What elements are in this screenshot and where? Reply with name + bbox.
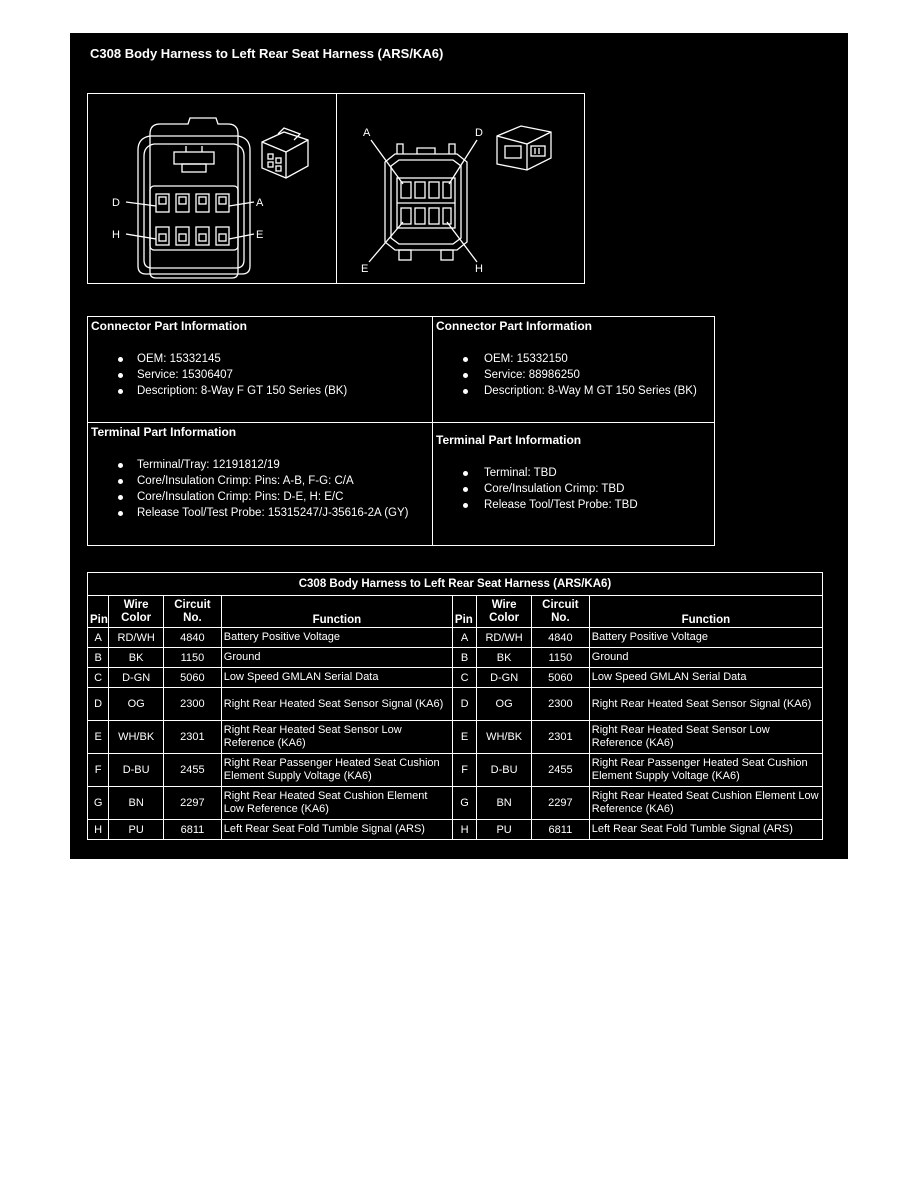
cell-wire-color: BN	[477, 787, 532, 820]
part-information-table	[87, 316, 715, 546]
list-item: Terminal: TBD	[436, 465, 711, 481]
cell-pin: G	[88, 787, 109, 820]
cell-function: Right Rear Heated Seat Sensor Signal (KA6)	[589, 688, 822, 721]
cell-circuit: 2301	[531, 721, 589, 754]
cell-pin: A	[452, 628, 476, 648]
callout-e: E	[256, 229, 264, 241]
cell-pin: B	[88, 648, 109, 668]
cell-pin: H	[88, 820, 109, 840]
section-heading: Terminal Part Information	[91, 425, 237, 439]
table-header-row	[88, 596, 823, 628]
cell-function: Low Speed GMLAN Serial Data	[221, 668, 452, 688]
cell-pin: A	[88, 628, 109, 648]
callout-d: D	[475, 127, 483, 139]
cell-function: Low Speed GMLAN Serial Data	[589, 668, 822, 688]
callout-h: H	[475, 263, 483, 275]
pinout-table	[87, 572, 823, 840]
cell-circuit: 2300	[164, 688, 222, 721]
male-connector-drawing	[337, 94, 585, 283]
cell-pin: H	[452, 820, 476, 840]
cell-wire-color: RD/WH	[477, 628, 532, 648]
callout-a: A	[256, 197, 264, 209]
list-item: OEM: 15332150	[436, 351, 711, 367]
cell-circuit: 4840	[164, 628, 222, 648]
cell-wire-color: RD/WH	[109, 628, 164, 648]
table-row	[88, 628, 823, 648]
list-item: Service: 88986250	[436, 367, 711, 383]
table-row	[88, 820, 823, 840]
column-header-pin: Pin	[88, 596, 109, 628]
column-header-function: Function	[589, 596, 822, 628]
list-item: Release Tool/Test Probe: TBD	[436, 497, 711, 513]
column-header-pin: Pin	[452, 596, 476, 628]
section-heading: Terminal Part Information	[436, 433, 582, 447]
list-item: Core/Insulation Crimp: Pins: D-E, H: E/C	[91, 489, 429, 505]
list-item: Description: 8-Way M GT 150 Series (BK)	[436, 383, 711, 399]
cell-wire-color: OG	[109, 688, 164, 721]
section-heading: Connector Part Information	[436, 319, 593, 333]
cell-circuit: 2300	[531, 688, 589, 721]
list-item: Release Tool/Test Probe: 15315247/J-35616-2A (GY)	[91, 505, 429, 521]
cell-circuit: 5060	[531, 668, 589, 688]
table-row	[88, 668, 823, 688]
cell-wire-color: D-BU	[477, 754, 532, 787]
callout-e: E	[361, 263, 369, 275]
cell-pin: C	[452, 668, 476, 688]
cell-wire-color: WH/BK	[109, 721, 164, 754]
cell-wire-color: D-GN	[109, 668, 164, 688]
cell-function: Ground	[589, 648, 822, 668]
list-item: Core/Insulation Crimp: Pins: A-B, F-G: C/A	[91, 473, 429, 489]
cell-circuit: 2455	[531, 754, 589, 787]
page-title: C308 Body Harness to Left Rear Seat Harness (ARS/KA6)	[90, 46, 444, 61]
cell-pin: D	[452, 688, 476, 721]
cell-function: Left Rear Seat Fold Tumble Signal (ARS)	[221, 820, 452, 840]
connector-info-right	[433, 317, 715, 423]
column-header-circuit: Circuit No.	[531, 596, 589, 628]
cell-function: Right Rear Heated Seat Sensor Low Reference (KA6)	[221, 721, 452, 754]
table-row	[88, 721, 823, 754]
cell-circuit: 5060	[164, 668, 222, 688]
cell-function: Right Rear Passenger Heated Seat Cushion Element Supply Voltage (KA6)	[221, 754, 452, 787]
cell-pin: E	[88, 721, 109, 754]
cell-function: Right Rear Heated Seat Sensor Signal (KA6)	[221, 688, 452, 721]
cell-function: Right Rear Heated Seat Sensor Low Reference (KA6)	[589, 721, 822, 754]
cell-function: Right Rear Heated Seat Cushion Element Low Reference (KA6)	[221, 787, 452, 820]
cell-wire-color: D-GN	[477, 668, 532, 688]
cell-circuit: 2297	[531, 787, 589, 820]
cell-wire-color: PU	[477, 820, 532, 840]
cell-wire-color: BK	[477, 648, 532, 668]
cell-pin: C	[88, 668, 109, 688]
callout-d: D	[112, 197, 120, 209]
cell-function: Battery Positive Voltage	[221, 628, 452, 648]
list-item: OEM: 15332145	[91, 351, 429, 367]
female-connector-drawing	[88, 94, 336, 283]
cell-wire-color: PU	[109, 820, 164, 840]
table-row	[88, 648, 823, 668]
list-item: Service: 15306407	[91, 367, 429, 383]
table-row	[88, 754, 823, 787]
cell-wire-color: BN	[109, 787, 164, 820]
cell-pin: F	[452, 754, 476, 787]
callout-a: A	[363, 127, 371, 139]
cell-pin: B	[452, 648, 476, 668]
connector-info-left	[88, 317, 433, 423]
document-panel	[70, 33, 848, 859]
table-row	[88, 787, 823, 820]
column-header-wire-color: Wire Color	[477, 596, 532, 628]
cell-pin: G	[452, 787, 476, 820]
cell-circuit: 1150	[531, 648, 589, 668]
section-heading: Connector Part Information	[91, 319, 248, 333]
cell-circuit: 6811	[531, 820, 589, 840]
connector-diagram	[87, 93, 585, 284]
column-header-circuit: Circuit No.	[164, 596, 222, 628]
cell-pin: F	[88, 754, 109, 787]
cell-function: Ground	[221, 648, 452, 668]
terminal-info-left	[88, 423, 433, 546]
list-item: Description: 8-Way F GT 150 Series (BK)	[91, 383, 429, 399]
cell-function: Left Rear Seat Fold Tumble Signal (ARS)	[589, 820, 822, 840]
cell-circuit: 1150	[164, 648, 222, 668]
list-item: Terminal/Tray: 12191812/19	[91, 457, 429, 473]
table-row	[88, 688, 823, 721]
cell-wire-color: D-BU	[109, 754, 164, 787]
terminal-info-right	[433, 423, 715, 546]
column-header-wire-color: Wire Color	[109, 596, 164, 628]
cell-circuit: 2297	[164, 787, 222, 820]
column-header-function: Function	[221, 596, 452, 628]
cell-circuit: 6811	[164, 820, 222, 840]
table-title: C308 Body Harness to Left Rear Seat Harness (ARS/KA6)	[88, 573, 823, 596]
cell-wire-color: OG	[477, 688, 532, 721]
cell-pin: E	[452, 721, 476, 754]
cell-circuit: 2455	[164, 754, 222, 787]
cell-function: Right Rear Heated Seat Cushion Element Low Reference (KA6)	[589, 787, 822, 820]
list-item: Core/Insulation Crimp: TBD	[436, 481, 711, 497]
cell-function: Battery Positive Voltage	[589, 628, 822, 648]
callout-h: H	[112, 229, 120, 241]
cell-wire-color: WH/BK	[477, 721, 532, 754]
cell-circuit: 2301	[164, 721, 222, 754]
cell-function: Right Rear Passenger Heated Seat Cushion Element Supply Voltage (KA6)	[589, 754, 822, 787]
cell-pin: D	[88, 688, 109, 721]
cell-wire-color: BK	[109, 648, 164, 668]
cell-circuit: 4840	[531, 628, 589, 648]
